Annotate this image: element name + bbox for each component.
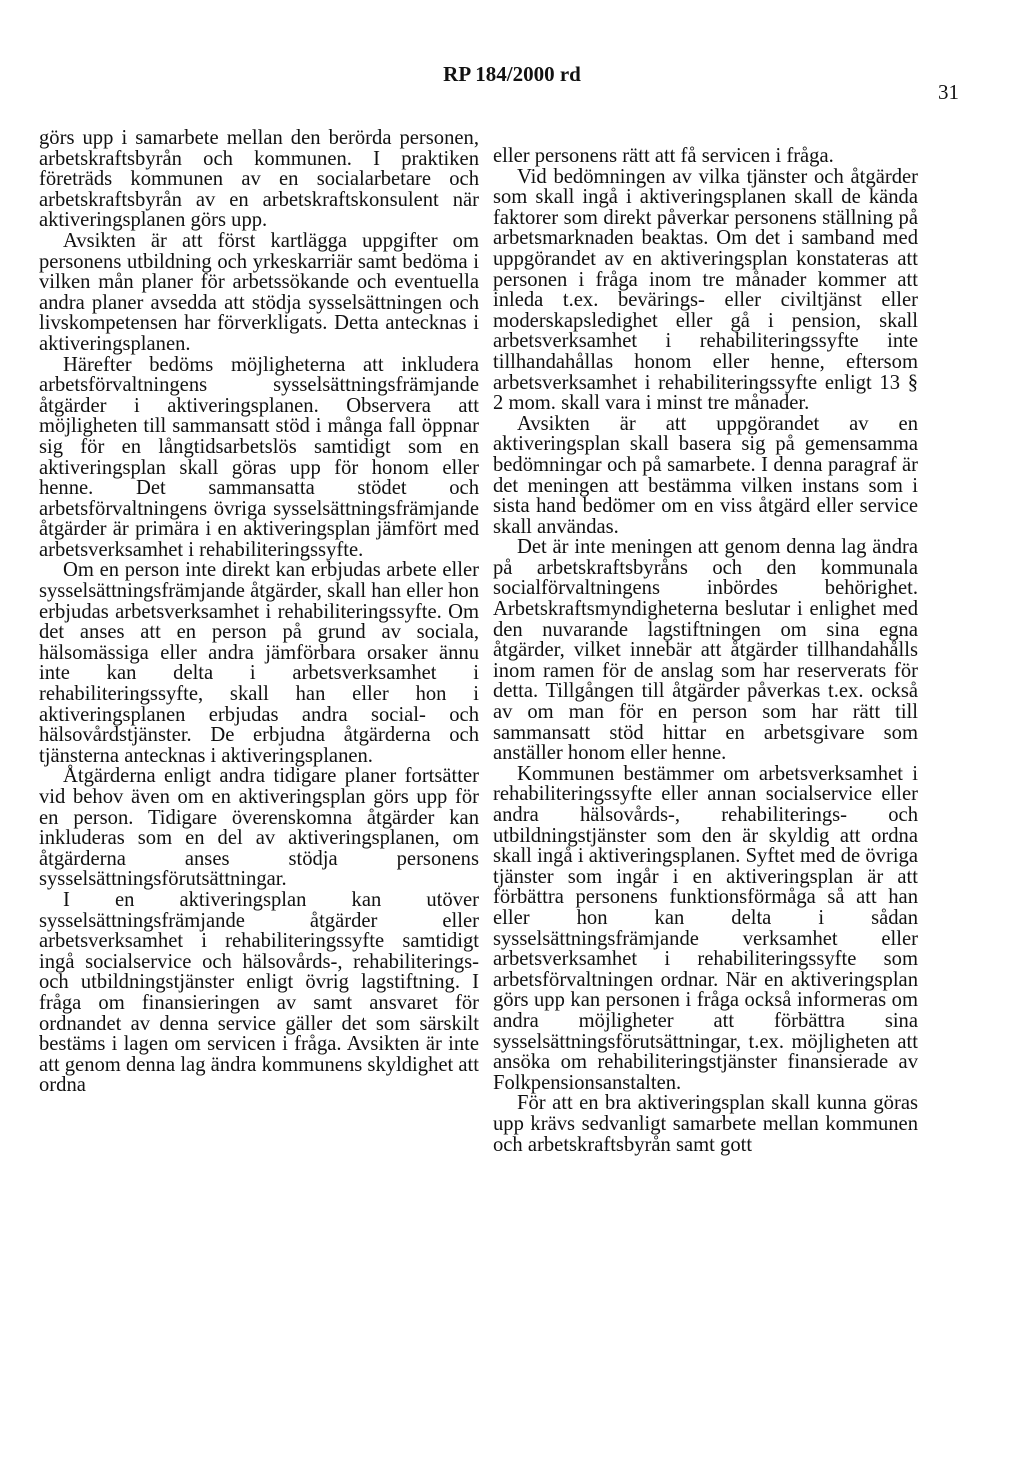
paragraph: Åtgärderna enligt andra tidigare planer fortsätter vid behov även om en aktiveringsplan görs upp för en person. Tidigare överenskomna åtgärder kan inkluderas som en del av aktiveringsplanen, om åtgärderna anses stödja personens sysselsättningsförutsättningar. [39,765,479,891]
page-number: 31 [938,80,959,104]
paragraph: Kommunen bestämmer om arbetsverksamhet i rehabiliteringssyfte eller annan socialservice eller andra hälsovårds-, rehabiliterings- och utbildningstjänster som den är skyldig att ordna skall ingå i aktiveringsplanen. Syftet med de övriga tjänster som ingår i en aktiveringsplan är att förbättra personens funktionsförmåga så att han eller hon kan delta i sådan sysselsättningsfrämjande verksamhet eller arbetsverksamhet i rehabiliteringssyfte som arbetsförvaltningen ordnar. När en aktiveringsplan görs upp kan personen i fråga också informeras om andra möjligheter att förbättra sina sysselsättningsförutsättningar, t.ex. möjligheten att ansöka om rehabiliteringstjänster finansierade av Folkpensionsanstalten. [493,762,918,1094]
paragraph: eller personens rätt att få servicen i fråga. [493,145,834,167]
left-column [39,128,479,1096]
paragraph: Avsikten är att uppgörandet av en aktiveringsplan skall basera sig på gemensamma bedömningar och på samarbete. I denna paragraf är det meningen att bestämma vilken instans som i sista hand bedömer om en viss åtgärd eller service skall användas. [493,412,918,538]
paragraph: I en aktiveringsplan kan utöver sysselsättningsfrämjande åtgärder eller arbetsverksamhet i rehabiliteringssyfte samtidigt ingå socialservice och hälsovårds-, rehabiliterings- och utbildningstjänster enligt övrig lagstiftning. I fråga om finansieringen av samt ansvaret för ordnandet av denna service gäller det som särskilt bestäms i lagen om servicen i fråga. Avsikten är inte att genom denna lag ändra kommunens skyldighet att ordna [39,888,479,1097]
paragraph: görs upp i samarbete mellan den berörda personen, arbetskraftsbyrån och kommunen. I praktiken företräds kommunen av en socialarbetare och arbetskraftsbyrån av en arbetskraftskonsulent när aktiveringsplanen görs upp. [39,127,479,232]
paragraph: Om en person inte direkt kan erbjudas arbete eller sysselsättningsfrämjande åtgärder, skall han eller hon erbjudas arbetsverksamhet i rehabiliteringssyfte. Om det anses att en person på grund av sociala, hälsomässiga eller andra jämförbara orsaker ännu inte kan delta i arbetsverksamhet i rehabiliteringssyfte, skall han eller hon i aktiveringsplanen erbjudas andra social- och hälsovårdstjänster. De erbjudna åtgärderna och tjänsterna antecknas i aktiveringsplanen. [39,559,479,767]
paragraph: Härefter bedöms möjligheterna att inkludera arbetsförvaltningens sysselsättningsfrämjande åtgärder i aktiveringsplanen. Observera att möjligheten till sammansatt stöd i många fall öppnar sig för en långtidsarbetslös samtidigt som en aktiveringsplan skall göras upp för honom eller henne. Det sammansatta stödet och arbetsförvaltningens övriga sysselsättningsfrämjande åtgärder är primära i en aktiveringsplan jämfört med arbetsverksamhet i rehabiliteringssyfte. [39,353,479,561]
paragraph: För att en bra aktiveringsplan skall kunna göras upp krävs sedvanligt samarbete mellan kommunen och arbetskraftsbyrån samt gott [493,1092,918,1156]
running-head: RP 184/2000 rd [443,62,581,86]
paragraph: Vid bedömningen av vilka tjänster och åtgärder som skall ingå i aktiveringsplanen skall de kända faktorer som direkt påverkar personens ställning på arbetsmarknaden beaktas. Om det i samband med uppgörandet av en aktiveringsplan konstateras att personen i fråga inom tre månader kommer att inleda t.ex. bevärings- eller civiltjänst eller moderskapsledighet eller gå i pension, skall arbetsverksamhet i rehabiliteringssyfte inte tillhandahållas honom eller henne, eftersom arbetsverksamhet i rehabiliteringssyfte enligt 13 § 2 mom. skall vara i minst tre månader. [493,165,918,415]
right-column [493,146,918,1155]
paragraph: Det är inte meningen att genom denna lag ändra på arbetskraftsbyråns och den kommunala socialförvaltningens inbördes behörighet. Arbetskraftsmyndigheterna beslutar i enlighet med den nuvarande lagstiftningen om sina egna åtgärder, vilket innebär att åtgärder tillhandahålls inom ramen för de anslag som har reserverats för detta. Tillgången till åtgärder påverkas t.ex. också av om man för en person som har rätt till sammansatt stöd hittar en arbetsgivare som anställer honom eller henne. [493,536,918,765]
paragraph: Avsikten är att först kartlägga uppgifter om personens utbildning och yrkeskarriär samt bedöma i vilken mån planer för arbetssökande och eventuella andra planer avsedda att stödja sysselsättningen och livskompetensen har förverkligats. Detta antecknas i aktiveringsplanen. [39,229,479,355]
